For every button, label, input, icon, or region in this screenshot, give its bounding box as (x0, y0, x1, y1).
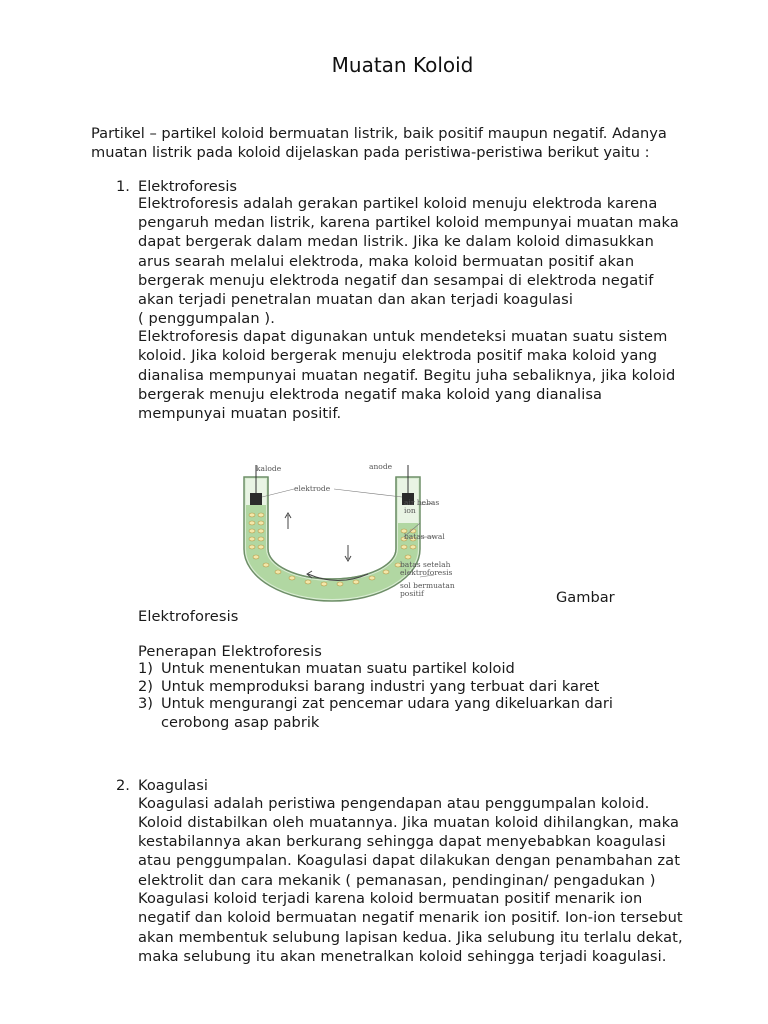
list-number: 1) (138, 660, 153, 677)
paragraph-line: Koagulasi adalah peristiwa pengendapan atau penggumpalan koloid. (138, 795, 650, 812)
electrophoresis-figure (234, 457, 480, 603)
section-heading: Koagulasi (138, 777, 208, 794)
paragraph-line: ( penggumpalan ). (138, 310, 275, 327)
paragraph-line: dapat bergerak dalam medan listrik. Jika ke dalam koloid dimasukkan (138, 233, 655, 250)
intro-paragraph (91, 124, 731, 162)
paragraph-line: akan membentuk selubung lapisan kedua. Jika selubung itu terlalu dekat, (138, 929, 683, 946)
section-heading: Elektroforesis (138, 178, 238, 195)
list-item: Untuk menentukan muatan suatu partikel koloid (161, 660, 515, 677)
paragraph-line: koloid. Jika koloid bergerak menuju elektroda positif maka koloid yang (138, 347, 658, 364)
paragraph-line: arus searah melalui elektroda, maka koloid bermuatan positif akan (138, 253, 635, 270)
paragraph-line: Elektroforesis adalah gerakan partikel koloid menuju elektroda karena (138, 195, 658, 212)
paragraph-line: Koagulasi koloid terjadi karena koloid bermuatan positif menarik ion (138, 890, 643, 907)
label-air-bebas: air bebas (404, 498, 440, 507)
label-elektrode: elektrode (294, 484, 331, 493)
paragraph-line: elektrolit dan cara mekanik ( pemanasan, pendinginan/ pengadukan ) (138, 872, 656, 889)
label-elektroforesis: elektroforesis (400, 568, 453, 577)
page-title: Muatan Koloid (331, 53, 474, 77)
paragraph-line: dianalisa mempunyai muatan negatif. Begitu juha sebaliknya, jika koloid (138, 367, 676, 384)
paragraph-line: pengaruh medan listrik, karena partikel koloid mempunyai muatan maka (138, 214, 679, 231)
list-item-continued: cerobong asap pabrik (161, 714, 320, 731)
section-number: 1. (116, 178, 130, 195)
paragraph-line: negatif dan koloid bermuatan negatif menarik ion positif. Ion-ion tersebut (138, 909, 683, 926)
label-anode: anode (369, 462, 393, 471)
paragraph-line: atau penggumpalan. Koagulasi dapat dilakukan dengan penambahan zat (138, 852, 681, 869)
paragraph-line: kestabilannya akan berkurang sehingga dapat menyebabkan koagulasi (138, 833, 666, 850)
list-number: 2) (138, 678, 153, 695)
paragraph-line: mempunyai muatan positif. (138, 405, 342, 422)
paragraph-line: akan terjadi penetralan muatan dan akan terjadi koagulasi (138, 291, 573, 308)
label-kalode: kalode (256, 464, 282, 473)
paragraph-line: maka selubung itu akan menetralkan koloid sehingga terjadi koagulasi. (138, 948, 667, 965)
label-batas-awal: batas awal (404, 532, 445, 541)
paragraph-line: Koloid distabilkan oleh muatannya. Jika muatan koloid dihilangkan, maka (138, 814, 680, 831)
cathode-plate (250, 493, 262, 505)
paragraph-line: bergerak menuju elektroda negatif maka koloid yang dianalisa (138, 386, 603, 403)
label-sol-bermuatan: sol bermuatan (400, 581, 455, 590)
label-positif: positif (400, 589, 424, 598)
penerapan-heading: Penerapan Elektroforesis (138, 643, 322, 660)
section-number: 2. (116, 777, 130, 794)
label-ion: ion (404, 506, 416, 515)
figure-caption-continued: Elektroforesis (138, 608, 239, 625)
label-batas-setelah: batas setelah (400, 560, 451, 569)
figure-caption: Gambar (556, 589, 615, 606)
list-item: Untuk mengurangi zat pencemar udara yang dikeluarkan dari (161, 695, 613, 712)
intro-line: Partikel – partikel koloid bermuatan listrik, baik positif maupun negatif. Adanya (91, 125, 667, 142)
list-number: 3) (138, 695, 153, 712)
paragraph-line: Elektroforesis dapat digunakan untuk mendeteksi muatan suatu sistem (138, 328, 668, 345)
intro-line: muatan listrik pada koloid dijelaskan pada peristiwa-peristiwa berikut yaitu : (91, 144, 650, 161)
list-item: Untuk memproduksi barang industri yang terbuat dari karet (161, 678, 600, 695)
paragraph-line: bergerak menuju elektroda negatif dan sesampai di elektroda negatif (138, 272, 654, 289)
